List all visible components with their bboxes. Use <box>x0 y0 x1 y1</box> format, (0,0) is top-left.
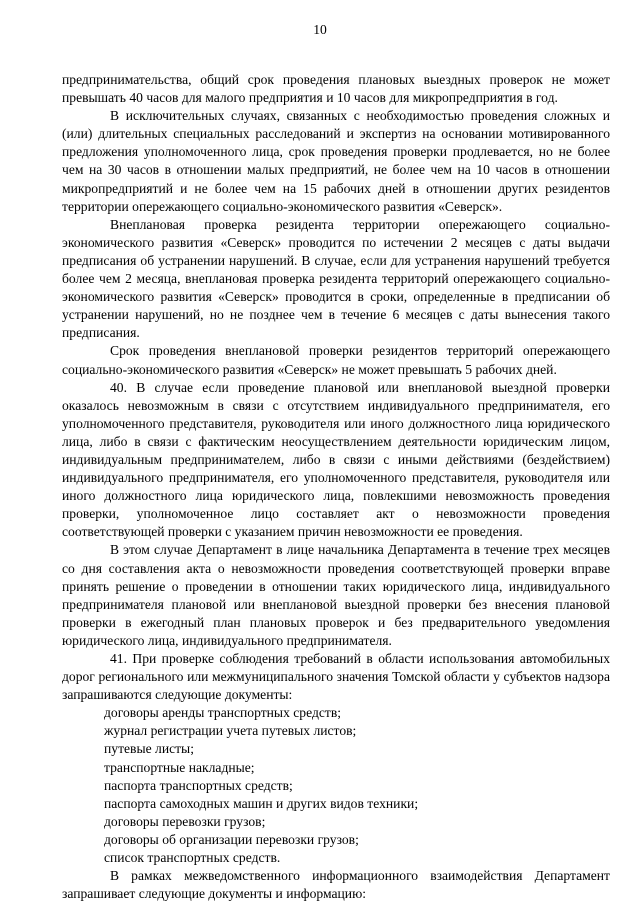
list-item: паспорта самоходных машин и других видов техники; <box>104 795 419 811</box>
document-body <box>62 71 610 903</box>
paragraph-department-decision: В этом случае Департамент в лице начальника Департамента в течение трех месяцев со дня составления акта о невозможности проведения соответствующей проверки вправе принять решение о проведении в отношении таких юридического лица, индивидуального предпринимателя плановой или внеплановой выездной проверки без внесения плановой проверки в ежегодный план плановых проверок и без предварительного уведомления юридического лица, индивидуального предпринимателя. <box>62 542 610 648</box>
list-item: список транспортных средств. <box>104 850 281 866</box>
list-item: договоры об организации перевозки грузов; <box>104 831 359 847</box>
page-number: 10 <box>313 22 327 37</box>
paragraph-continuation: предпринимательства, общий срок проведения плановых выездных проверок не может превышать 40 часов для малого предприятия и 10 часов для микропредприятия в год. <box>62 72 610 106</box>
paragraph-clause-41: 41. При проверке соблюдения требований в области использования автомобильных дорог регионального или межмуниципального значения Томской области у субъектов надзора запрашиваются следующие документы: <box>62 651 610 703</box>
list-item: договоры аренды транспортных средств; <box>104 705 342 721</box>
paragraph-interagency: В рамках межведомственного информационного взаимодействия Департамент запрашивает следующие документы и информацию: <box>62 868 610 902</box>
list-item: паспорта транспортных средств; <box>104 777 293 793</box>
list-item: транспортные накладные; <box>104 759 255 775</box>
list-item: договоры перевозки грузов; <box>104 813 266 829</box>
documents-list <box>62 704 610 867</box>
paragraph-unscheduled-term: Срок проведения внеплановой проверки резидентов территорий опережающего социально-экономического развития «Северск» не может превышать 5 рабочих дней. <box>62 343 610 377</box>
paragraph-clause-40: 40. В случае если проведение плановой или внеплановой выездной проверки оказалось невозможным в связи с отсутствием индивидуального предпринимателя, его уполномоченного представителя, руководителя или иного должностного лица юридического лица, либо в связи с фактическим неосуществлением деятельности юридическим лицом, индивидуальным предпринимателем, либо в связи с иными действиями (бездействием) индивидуального предпринимателя, его уполномоченного представителя, руководителя или иного должностного лица юридического лица, повлекшими невозможность проведения проверки, уполномоченное лицо составляет акт о невозможности проведения соответствующей проверки с указанием причин невозможности ее проведения. <box>62 379 610 540</box>
list-item: журнал регистрации учета путевых листов; <box>104 723 357 739</box>
paragraph-unscheduled-inspection: Внеплановая проверка резидента территории опережающего социально-экономического развития «Северск» проводится по истечении 2 месяцев с даты выдачи предписания об устранении нарушений. В случае, если для устранения нарушений требуется более чем 2 месяца, внеплановая проверка резидента территорий опережающего социально-экономического развития «Северск» проводится в сроки, определенные в предписании об устранении нарушений, но не позднее чем в течение 6 месяцев с даты вынесения такого предписания. <box>62 216 610 341</box>
paragraph-exceptional-cases: В исключительных случаях, связанных с необходимостью проведения сложных и (или) длительных специальных расследований и экспертиз на основании мотивированного предложения уполномоченного лица, срок проведения проверки продлевается, но не более чем на 30 часов в отношении малых предприятий, не более чем на 10 часов в отношении микропредприятий и не более чем на 15 рабочих дней в отношении других резидентов территории опережающего социально-экономического развития «Северск». <box>62 108 610 214</box>
list-item: путевые листы; <box>104 741 194 757</box>
